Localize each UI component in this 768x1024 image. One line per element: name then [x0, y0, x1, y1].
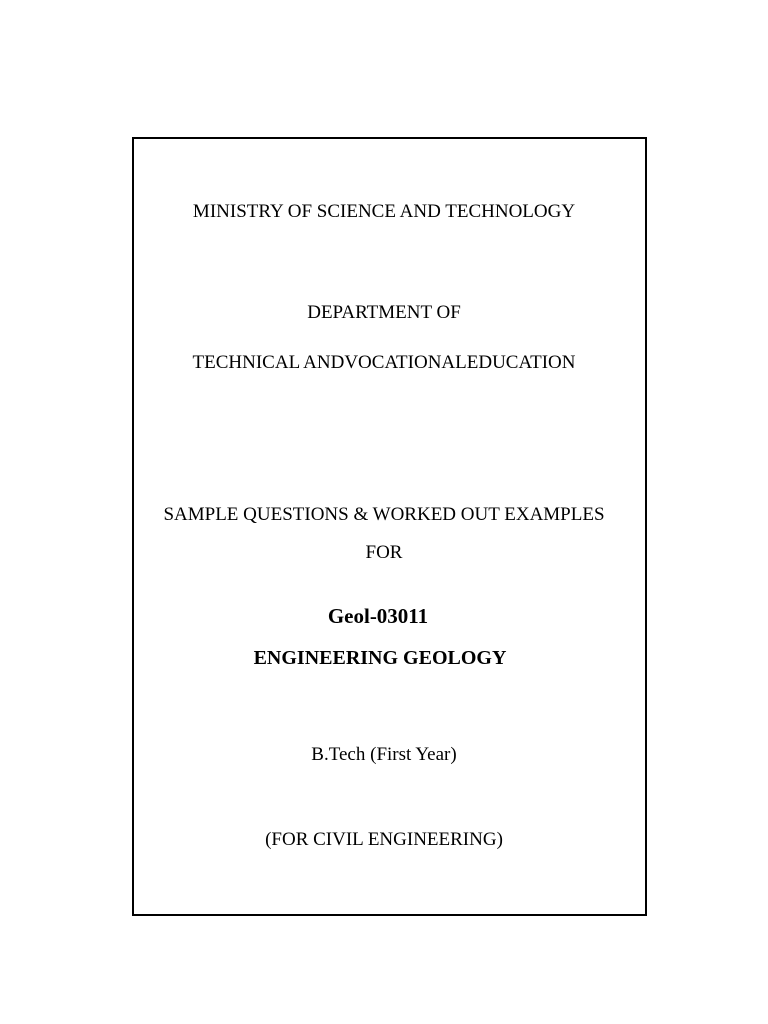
department-heading-line1: DEPARTMENT OF — [307, 302, 461, 323]
sample-questions-line1: SAMPLE QUESTIONS & WORKED OUT EXAMPLES — [163, 504, 605, 525]
sample-questions-line2: FOR — [365, 542, 403, 563]
program-year: B.Tech (First Year) — [311, 744, 457, 765]
discipline-note: (FOR CIVIL ENGINEERING) — [265, 829, 503, 850]
department-heading-line2: TECHNICAL ANDVOCATIONALEDUCATION — [192, 352, 576, 373]
course-title: ENGINEERING GEOLOGY — [253, 647, 507, 669]
course-code: Geol-03011 — [327, 604, 429, 628]
ministry-heading: MINISTRY OF SCIENCE AND TECHNOLOGY — [192, 201, 576, 222]
